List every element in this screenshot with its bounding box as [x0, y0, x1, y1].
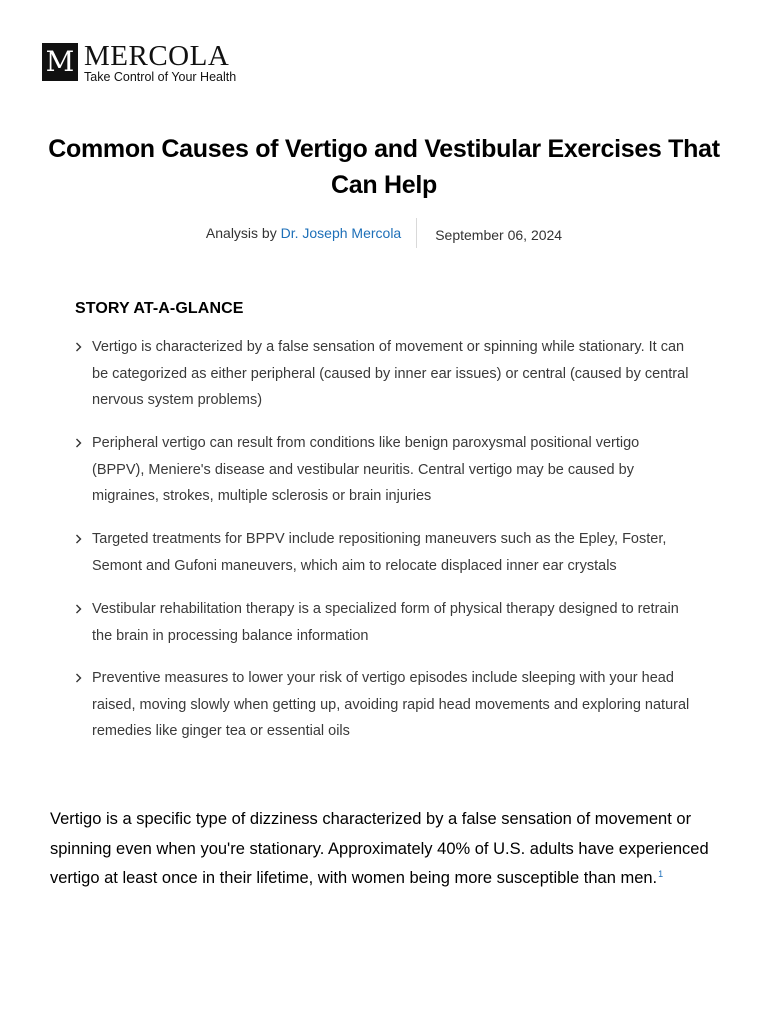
logo-text — [84, 40, 237, 84]
glance-item — [75, 665, 695, 745]
glance-item-text: Vestibular rehabilitation therapy is a specialized form of physical therapy designed to retrain the brain in processing balance information — [92, 601, 679, 644]
glance-item — [75, 526, 695, 579]
mercola-logo[interactable] — [42, 40, 237, 84]
logo-name: MERCOLA — [84, 40, 230, 72]
chevron-right-icon — [75, 334, 85, 360]
glance-item-text: Vertigo is characterized by a false sensation of movement or spinning while stationary. It can be categorized as either peripheral (caused by inner ear issues) or central (caused by central nervous system problems) — [92, 339, 689, 408]
byline-prefix: Analysis by — [205, 225, 277, 241]
intro-text: Vertigo is a specific type of dizziness characterized by a false sensation of movement or spinning even when you're stationary. Approximately 40% of U.S. adults have experienced vertigo at least once in their lifetime, with women being more susceptible than men. — [50, 810, 709, 888]
glance-item — [75, 334, 695, 414]
chevron-right-icon — [75, 430, 85, 456]
glance-item-text: Targeted treatments for BPPV include repositioning maneuvers such as the Epley, Foster, Semont and Gufoni maneuvers, which aim to relocate displaced inner ear crystals — [92, 531, 667, 574]
footnote-link[interactable]: 1 — [658, 868, 664, 879]
chevron-right-icon — [75, 596, 85, 622]
glance-item-text: Preventive measures to lower your risk of vertigo episodes include sleeping with your head raised, moving slowly when getting up, avoiding rapid head movements and exploring natural remedies like ginger tea or essential oils — [92, 670, 690, 739]
publish-date: September 06, 2024 — [435, 227, 563, 243]
byline — [0, 218, 768, 248]
glance-item — [75, 430, 695, 510]
intro-paragraph — [50, 805, 730, 894]
glance-item-text: Peripheral vertigo can result from conditions like benign paroxysmal positional vertigo (BPPV), Meniere's disease and vestibular neuritis. Central vertigo may be caused by migraines, strokes, multiple sclerosis or brain injuries — [92, 435, 640, 504]
logo-tagline: Take Control of Your Health — [84, 70, 237, 84]
author-link[interactable]: Dr. Joseph Mercola — [280, 225, 402, 241]
article-title: Common Causes of Vertigo and Vestibular Exercises That Can Help — [48, 135, 720, 199]
chevron-right-icon — [75, 665, 85, 691]
story-at-a-glance — [75, 297, 715, 739]
glance-item — [75, 596, 695, 649]
chevron-right-icon — [75, 526, 85, 552]
glance-heading: STORY AT-A-GLANCE — [75, 300, 244, 317]
logo-mark: M — [42, 43, 78, 81]
byline-author-block — [206, 225, 416, 241]
